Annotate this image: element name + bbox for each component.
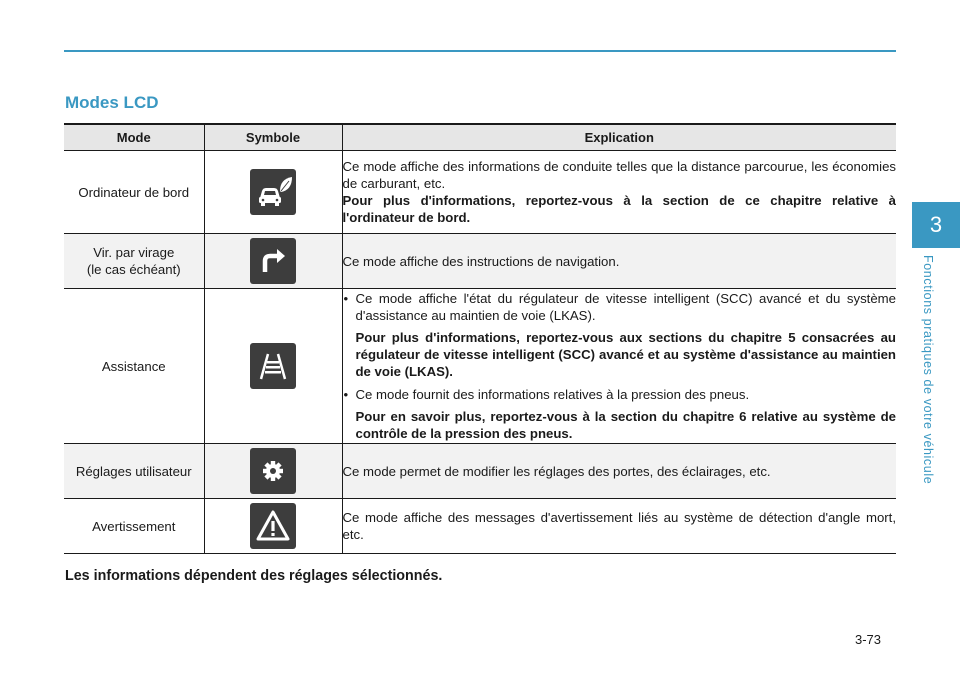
column-header-explanation: Explication [342,124,896,151]
explanation-reference: Pour plus d'informations, reportez-vous à la section de ce chapitre relative à l'ordinateur de bord. [342,193,896,225]
gear-icon [250,448,296,494]
mode-name: Ordinateur de bord [64,151,204,234]
table-header-row [64,124,896,151]
page-number: 3-73 [855,632,882,647]
explanation-text: Ce mode affiche des instructions de navigation. [342,234,896,289]
column-header-symbol: Symbole [204,124,342,151]
table-row-assistance [64,289,896,444]
bullet-text: Ce mode affiche l'état du régulateur de vitesse intelligent (SCC) avancé et du système d'assistance au maintien de voie (LKAS). [355,291,896,323]
chapter-tab: 3 [912,202,960,248]
lcd-modes-table [64,123,896,554]
mode-name-note: (le cas échéant) [86,262,181,277]
bullet-text: Ce mode fournit des informations relatives à la pression des pneus. [355,387,750,402]
table-row-turn-by-turn [64,234,896,289]
chapter-side-title: Fonctions pratiques de votre véhicule [921,255,935,485]
footnote: Les informations dépendent des réglages sélectionnés. [65,568,443,584]
assistance-bullet-list [343,290,897,442]
bullet-reference: Pour plus d'informations, reportez-vous aux sections du chapitre 5 consacrées au régulateur de vitesse intelligent (SCC) avancé et au système d'assistance au maintien de voie (LKAS). [355,330,896,379]
section-title: Modes LCD [65,93,159,112]
trip-computer-icon [250,169,296,215]
header-rule [64,50,896,52]
mode-name: Assistance [64,289,204,444]
bullet-reference: Pour en savoir plus, reportez-vous à la section du chapitre 6 relative au système de contrôle de la pression des pneus. [355,409,896,441]
table-row-trip-computer [64,151,896,234]
mode-name: Avertissement [64,499,204,554]
table-row-warning [64,499,896,554]
explanation-text: Ce mode affiche des informations de conduite telles que la distance parcourue, les économies de carburant, etc. [342,159,896,191]
mode-name: Vir. par virage [93,245,175,260]
column-header-mode: Mode [64,124,204,151]
mode-name: Réglages utilisateur [64,444,204,499]
explanation-text: Ce mode permet de modifier les réglages des portes, des éclairages, etc. [342,444,896,499]
lane-assist-icon [250,343,296,389]
explanation-text: Ce mode affiche des messages d'avertissement liés au système de détection d'angle mort, etc. [342,499,896,554]
table-row-user-settings [64,444,896,499]
warning-icon [250,503,296,549]
list-item: • Ce mode fournit des informations relatives à la pression des pneus. Pour en savoir plus, reportez-vous à la section du chapitre 6 relative au système de contrôle de la pression des pneus. [343,387,896,441]
list-item: • Ce mode affiche l'état du régulateur de vitesse intelligent (SCC) avancé et du système d'assistance au maintien de voie (LKAS). Pour plus d'informations, reportez-vous aux sections du chapitre 5 consacrées au régulateur de vitesse intelligent (SCC) avancé et au système d'assistance au maintien de voie (LKAS). [343,291,896,379]
turn-arrow-icon [250,238,296,284]
